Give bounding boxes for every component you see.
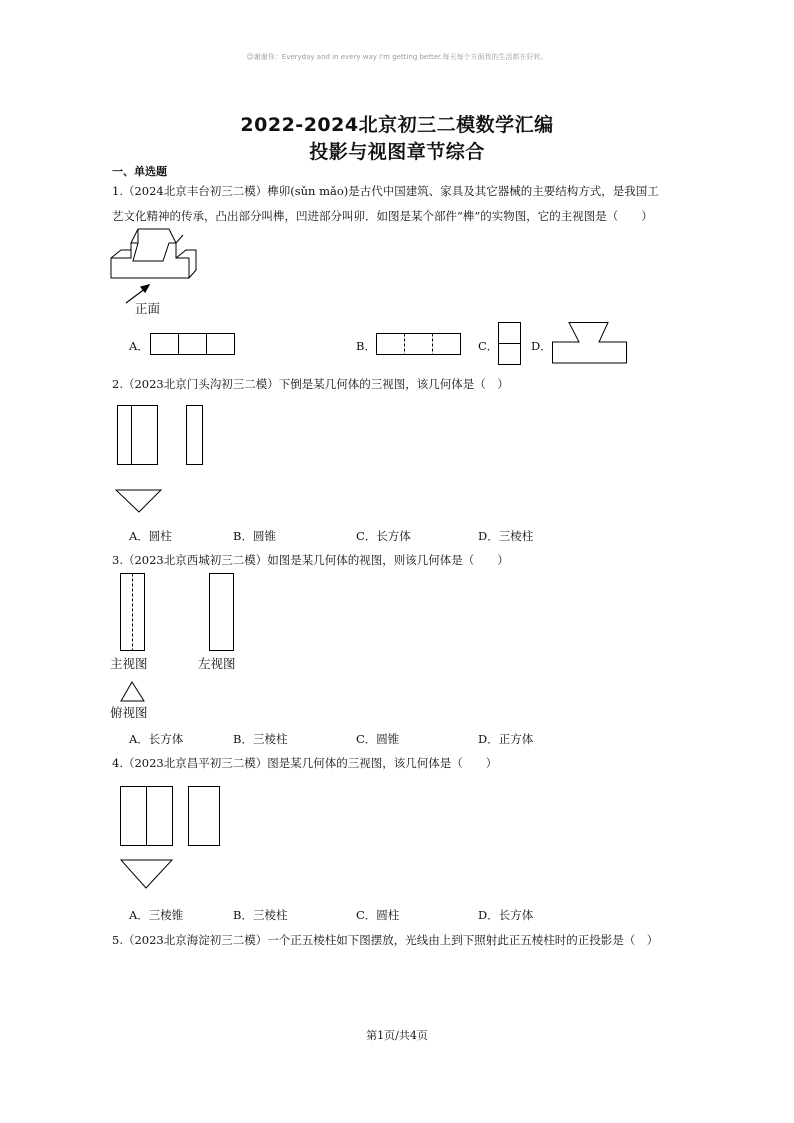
page-number: 第1页/共4页 [366,1029,428,1042]
document-subtitle: 投影与视图章节综合 [309,141,485,163]
question-5-text: 5.（2023北京海淀初三二模）一个正五棱柱如下图摆放，光线由上到下照射此正五棱柱时的正投影是（ ） [112,933,659,947]
q4-option-a: A．三棱锥 [129,908,184,922]
q1-option-d-figure [552,322,628,364]
question-4-text: 4.（2023北京昌平初三二模）图是某几何体的三视图，该几何体是（ ） [112,756,498,770]
q4-option-d: D．长方体 [478,908,534,922]
q1-option-a-figure [150,333,236,355]
q1-option-c-figure [498,322,522,366]
q3-option-b: B．三棱柱 [233,732,288,746]
question-2-text: 2.（2023北京门头沟初三二模）下倒是某几何体的三视图，该几何体是（ ） [112,377,509,391]
q1-option-c-label: C． [478,339,499,353]
q2-option-b: B．圆锥 [233,529,276,543]
question-3-text: 3.（2023北京西城初三二模）如图是某几何体的视图，则该几何体是（ ） [112,553,509,567]
q4-option-b: B．三棱柱 [233,908,288,922]
q1-option-b-label: B． [356,339,376,353]
q3-top-view [120,681,146,703]
q3-left-view-label: 左视图 [198,656,236,671]
q1-option-a-label: A． [129,339,149,353]
q3-option-d: D．正方体 [478,732,534,746]
q2-option-a: A．圆柱 [129,529,172,543]
question-1-line-1: 1.（2024北京丰台初三二模）榫卯(sǔn mǎo)是古代中国建筑、家具及其它器械的主要结构方式，是我国工 [112,184,659,198]
q2-option-d: D．三棱柱 [478,529,534,543]
q1-option-d-label: D． [531,339,552,353]
tenon-3d-figure [108,225,200,305]
q2-three-views [115,405,215,515]
q3-option-c: C．圆锥 [356,732,400,746]
q3-option-a: A．长方体 [129,732,184,746]
q3-main-view [120,573,146,653]
q3-left-view [209,573,235,653]
q3-top-view-label: 俯视图 [110,705,148,720]
watermark: ☺谢谢你：Everyday and in every way I'm getting better.每天每个方面我的生活都在好转。 [246,53,548,61]
front-face-label: 正面 [135,301,161,316]
q2-option-c: C．长方体 [356,529,411,543]
q4-three-views [118,786,224,892]
q4-option-c: C．圆柱 [356,908,400,922]
q1-option-b-figure [376,333,462,355]
question-1-line-2: 艺文化精神的传承，凸出部分叫榫，凹进部分叫卯．如图是某个部件“榫”的实物图，它的主视图是（ ） [112,209,653,223]
q3-main-view-label: 主视图 [110,656,148,671]
document-title: 2022-2024北京初三二模数学汇编 [240,114,554,136]
section-heading: 一、单选题 [112,165,167,178]
